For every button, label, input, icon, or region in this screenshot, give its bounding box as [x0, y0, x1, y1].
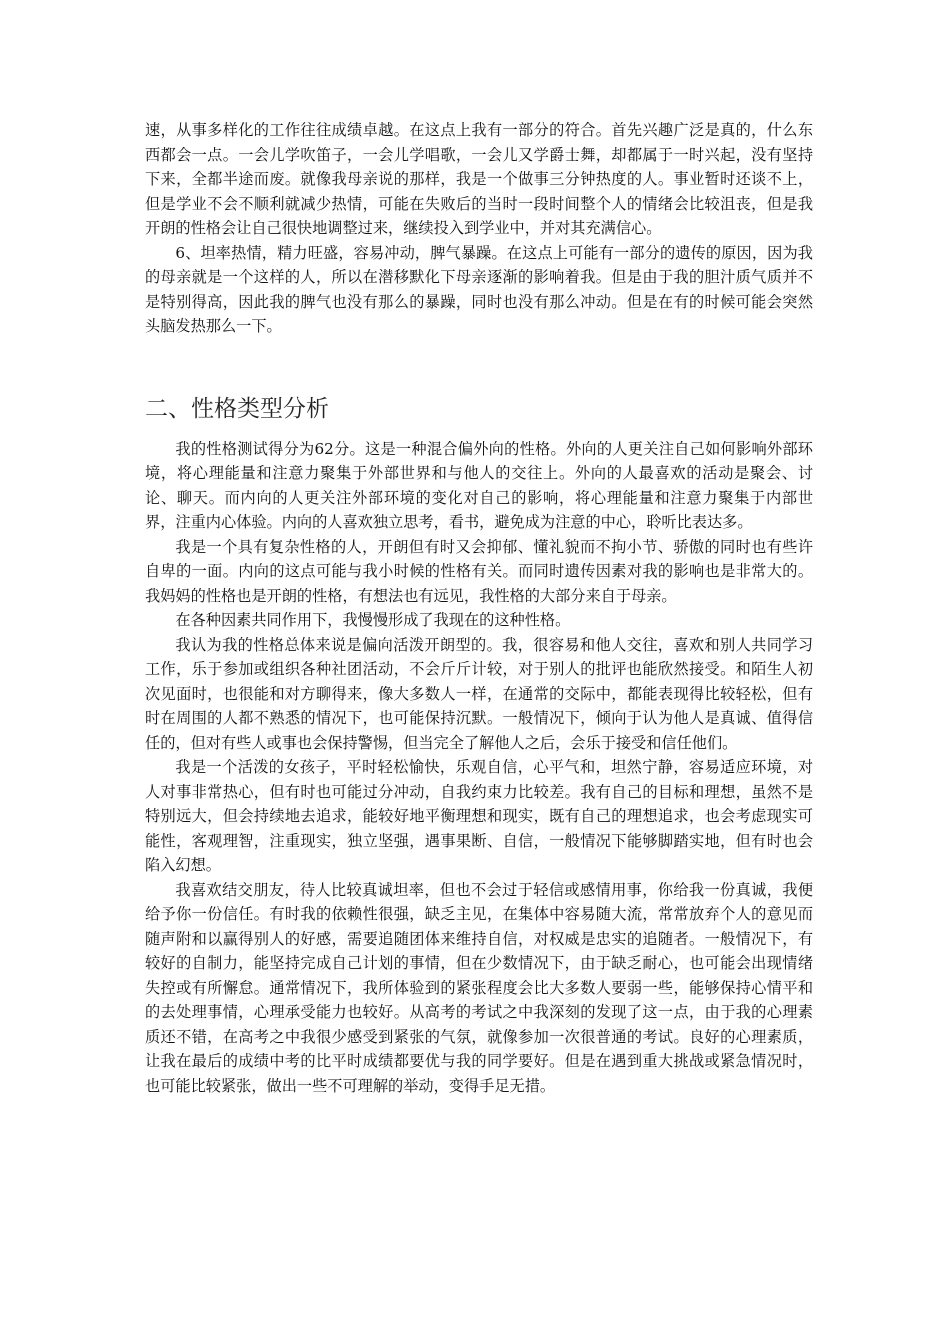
section-paragraph: 我的性格测试得分为62分。这是一种混合偏外向的性格。外向的人更关注自己如何影响外部环境，将心理能量和注意力聚集于外部世界和与他人的交往上。外向的人最喜欢的活动是聚会、讨论、聊天。而内向的人更关注外部环境的变化对自己的影响，将心理能量和注意力聚集于内部世界，注重内心体验。内向的人喜欢独立思考，看书，避免成为注意的中心，聆听比表达多。: [145, 439, 813, 531]
section-paragraph: 我认为我的性格总体来说是偏向活泼开朗型的。我，很容易和他人交往，喜欢和别人共同学习工作，乐于参加或组织各种社团活动，不会斤斤计较，对于别人的批评也能欣然接受。和陌生人初次见面时，也很能和对方聊得来，像大多数人一样，在通常的交际中，都能表现得比较轻松，但有时在周围的人都不熟悉的情况下，也可能保持沉默。一般情况下，倾向于认为他人是真诚、值得信任的，但对有些人或事也会保持警惕，但当完全了解他人之后，会乐于接受和信任他们。: [145, 635, 813, 752]
document-page: [145, 118, 813, 1098]
section-paragraph: 我是一个活泼的女孩子，平时轻松愉快，乐观自信，心平气和，坦然宁静，容易适应环境，对人对事非常热心，但有时也可能过分冲动，自我约束力比较差。我有自己的目标和理想，虽然不是特别远大，但会持续地去追求，能较好地平衡理想和现实，既有自己的理想追求，也会考虑现实可能性，客观理智，注重现实，独立坚强，遇事果断、自信，一般情况下能够脚踏实地，但有时也会陷入幻想。: [145, 758, 813, 874]
section-paragraph: 我喜欢结交朋友，待人比较真诚坦率，但也不会过于轻信或感情用事，你给我一份真诚，我便给予你一份信任。有时我的依赖性很强，缺乏主见，在集体中容易随大流，常常放弃个人的意见而随声附和以赢得别人的好感，需要追随团体来维持自信，对权威是忠实的追随者。一般情况下，有较好的自制力，能坚持完成自己计划的事情，但在少数情况下，由于缺乏耐心，也可能会出现情绪失控或有所懈怠。通常情况下，我所体验到的紧张程度会比大多数人要弱一些，能够保持心情平和的去处理事情，心理承受能力也较好。从高考的考试之中我深刻的发现了这一点，由于我的心理素质还不错，在高考之中我很少感受到紧张的气氛，就像参加一次很普通的考试。良好的心理素质，让我在最后的成绩中考的比平时成绩都要优与我的同学要好。但是在遇到重大挑战或紧急情况时，也可能比较紧张，做出一些不可理解的举动，变得手足无措。: [145, 880, 813, 1095]
section-paragraph: 在各种因素共同作用下，我慢慢形成了我现在的这种性格。: [175, 611, 571, 629]
continued-paragraph: 速，从事多样化的工作往往成绩卓越。在这点上我有一部分的符合。首先兴趣广泛是真的，什么东西都会一点。一会儿学吹笛子，一会儿学唱歌，一会儿又学爵士舞，却都属于一时兴起，没有坚持下来，全都半途而废。就像我母亲说的那样，我是一个做事三分钟热度的人。事业暂时还谈不上，但是学业不会不顺利就减少热情，可能在失败后的当时一段时间整个人的情绪会比较沮丧，但是我开朗的性格会让自己很快地调整过来，继续投入到学业中，并对其充满信心。: [145, 121, 813, 237]
section-paragraph: 我是一个具有复杂性格的人，开朗但有时又会抑郁、懂礼貌而不拘小节、骄傲的同时也有些许自卑的一面。内向的这点可能与我小时候的性格有关。而同时遗传因素对我的影响也是非常大的。我妈妈的性格也是开朗的性格，有想法也有远见，我性格的大部分来自于母亲。: [145, 537, 813, 605]
paragraph-item-6: 6、坦率热情，精力旺盛，容易冲动，脾气暴躁。在这点上可能有一部分的遗传的原因，因为我的母亲就是一个这样的人，所以在潜移默化下母亲逐渐的影响着我。但是由于我的胆汁质气质并不是特别得高，因此我的脾气也没有那么的暴躁，同时也没有那么冲动。但是在有的时候可能会突然头脑发热那么一下。: [145, 243, 813, 335]
section-title: 二、性格类型分析: [145, 395, 329, 422]
